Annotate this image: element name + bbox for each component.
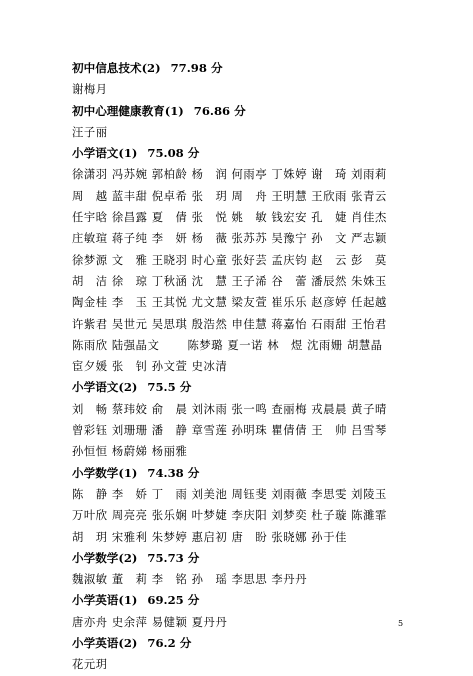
section-title: 小学英语(2) [72,636,138,651]
name-row: 徐梦源 文 雅 王晓羽 时心童 张好芸 孟庆钧 赵 云 彭 莫 [72,253,387,267]
name-row: 周 越 蓝丰甜 倪卓希 张 玥 周 舟 王明慧 王欣雨 张青云 [72,189,387,203]
name-row: 徐潇羽 冯苏婉 郭柏龄 杨 润 何雨亭 丁姝婷 谢 琦 刘雨莉 [72,168,387,182]
name-row: 陶金桂 李 玉 王其悦 尤文慧 梁友萱 崔乐乐 赵彦婷 任起越 [72,296,387,310]
section-title: 小学语文(1) [72,146,138,161]
section-heading [72,377,412,398]
section-title: 小学数学(2) [72,550,138,565]
section-heading [72,101,412,122]
section-title: 初中心理健康教育(1) [72,103,184,118]
section-title: 小学数学(1) [72,465,138,480]
name-row: 魏淑敏 董 莉 李 铭 孙 瑶 李思思 李丹丹 [72,573,308,587]
section-title: 初中信息技术(2) [72,61,161,75]
name-row: 陈雨欣 陆强晶文 陈梦璐 夏一诺 林 煜 沈雨姗 胡慧晶 [72,338,383,352]
name-row: 刘 畅 蔡玮姣 俞 晨 刘沐雨 张一鸣 查丽梅 戎晨晨 黄子晴 [72,402,387,416]
section-title: 小学语文(2) [72,380,138,395]
name-row: 庄敏瑄 蒋子纯 李 妍 杨 薇 张苏苏 吴豫宁 孙 文 严志颖 [72,232,387,246]
name-row: 汪子丽 [72,125,108,139]
name-row: 陈 静 李 娇 丁 雨 刘美池 周钰斐 刘雨薇 李思雯 刘陵玉 [72,487,387,501]
name-row: 曾彩钰 刘珊珊 潘 静 章雪莲 孙明珠 瞿倩倩 王 帅 吕雪琴 [72,424,387,438]
name-row: 谢梅月 [72,83,108,97]
name-row: 任宇晗 徐昌露 夏 倩 张 悦 姚 敏 钱宏安 孔 婕 肖佳杰 [72,211,387,225]
section-score: 75.5 分 [147,380,192,395]
name-row: 胡 玥 宋雅利 朱梦婷 惠启初 唐 盼 张晓娜 孙于佳 [72,530,347,544]
section-heading [72,143,412,164]
section-heading [72,548,412,569]
name-row: 花元玥 [72,658,108,672]
section-score: 75.08 分 [147,146,200,161]
section-heading [72,633,412,654]
name-row: 宦夕媛 张 钊 孙文萱 史冰清 [72,360,228,374]
section-score: 75.73 分 [147,550,200,565]
section-title: 小学英语(1) [72,593,138,608]
name-row: 孙恒恒 杨蔚娣 杨丽雅 [72,445,188,459]
name-row: 唐亦舟 史余萍 易健颖 夏丹丹 [72,615,228,629]
name-row: 胡 洁 徐 琼 丁秋涵 沈 慧 王子浠 谷 蕾 潘辰然 朱姝玉 [72,274,387,288]
section-score: 76.86 分 [193,103,246,118]
section-score: 69.25 分 [147,593,200,608]
page-content [72,58,412,676]
section-heading [72,590,412,611]
name-row: 万叶欣 周亮亮 张乐娴 叶梦婕 李庆阳 刘梦奕 杜子璇 陈濉霏 [72,509,387,523]
section-heading [72,463,412,484]
name-row: 许紫君 吴世元 吴思琪 殷浩然 申佳慧 蒋嘉怡 石雨甜 王怡君 [72,317,387,331]
page-number: 5 [398,619,404,628]
section-score: 74.38 分 [147,465,200,480]
section-score: 76.2 分 [147,636,192,651]
section-score: 77.98 分 [170,61,223,75]
section-heading [72,58,412,79]
